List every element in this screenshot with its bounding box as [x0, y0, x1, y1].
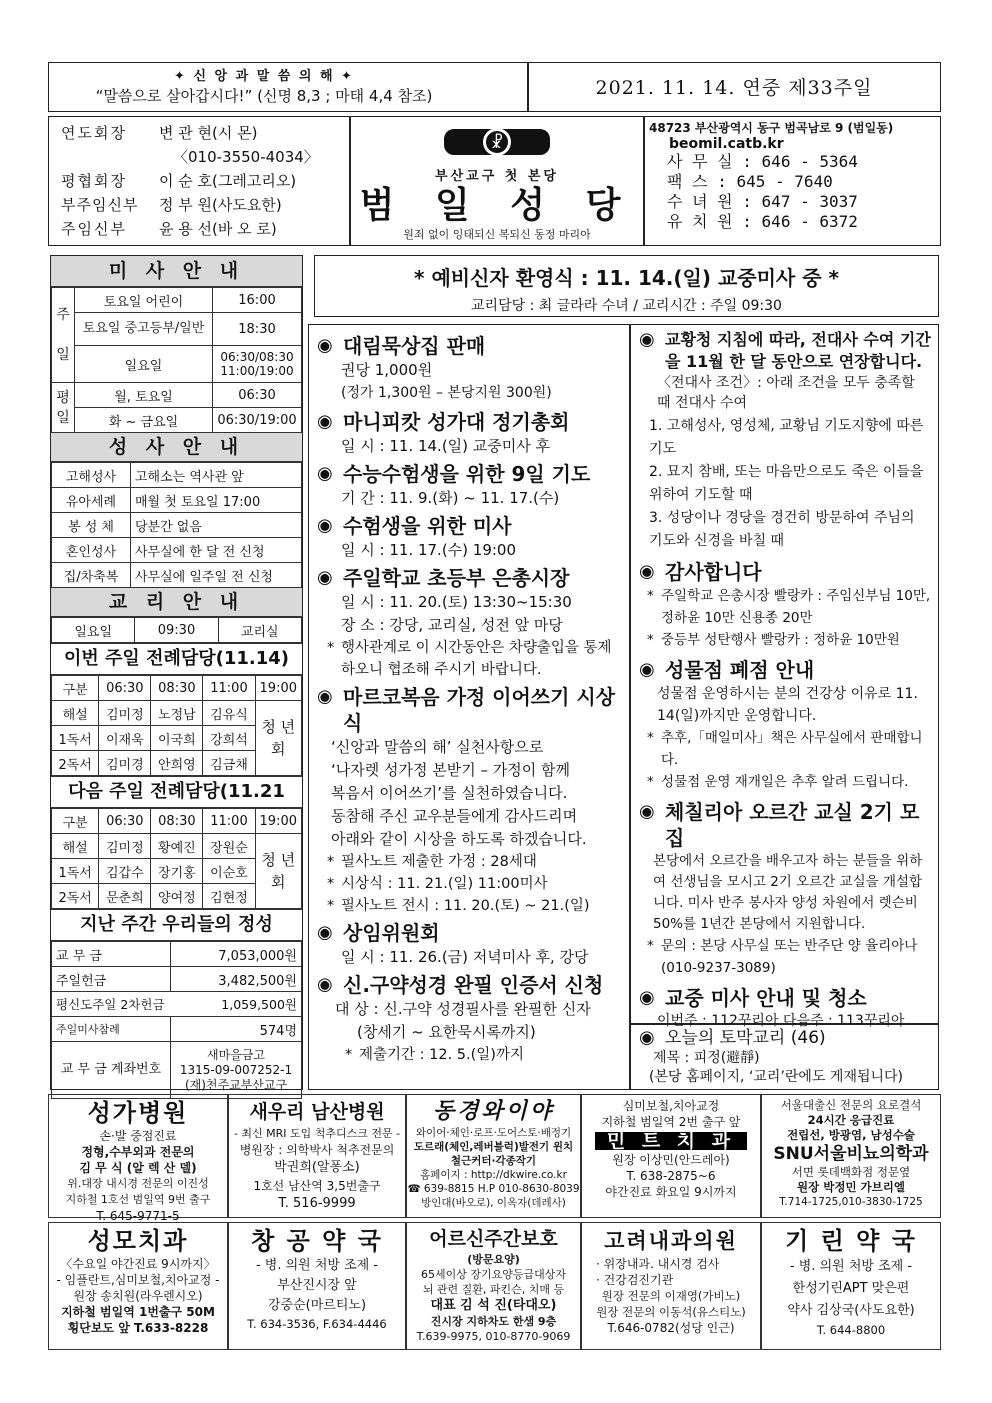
notice-item: ◉ 상임위원회 일 시 : 11. 26.(금) 저녁미사 후, 강당: [313, 920, 625, 969]
ad-seongga-hospital: 성가병원 손·발 중점진료 정형,수부외과 전문의 김 무 식 (알 렉 산 델) 위.대장 내시경 전문의 이진성 지하철 1호선 범일역 9번 출구 T. 645-9771-5: [48, 1094, 228, 1218]
table-row: 해설 김미정 노정남 김유식 청 년 회: [52, 701, 302, 726]
mass-time: 18:30: [213, 313, 302, 346]
notice-item: ◉ 감사합니다 * 주일학교 은총시장 빨랑카 : 주임신부님 10만, 정하윤 10만 신용종 20만 * 중등부 성탄행사 빨랑카 : 정하윤 10만원: [635, 559, 932, 651]
motto: “말씀으로 살아갑시다!” (신명 8,3 ; 마태 4,4 참조): [95, 87, 433, 105]
notice-title: ◉ 마니피캇 성가대 정기총회: [313, 409, 625, 435]
officer-row: 연도회장 변 관 현(시 몬): [61, 124, 258, 142]
notice-item: ◉ 성물점 폐점 안내 성물점 운영하시는 분의 건강상 이유로 11. 14(일)까지만 운영합니다. * 추후,「매일미사」책은 사무실에서 판매합니다. * 성물점 운영 재개일은 추후 알려 드립니다.: [635, 657, 932, 793]
account-label: 교 무 금 계좌번호: [52, 1042, 171, 1099]
sacrament-title: 성 사 안 내: [51, 433, 302, 462]
notice-title: ◉ 성물점 폐점 안내: [635, 657, 932, 683]
catechism-title: 교 리 안 내: [51, 588, 302, 617]
notice-title: ◉ 수험생을 위한 미사: [313, 513, 625, 539]
header-box: [48, 62, 941, 112]
sacrament-key: 고해성사: [52, 463, 131, 488]
youth-group: 청 년 회: [255, 701, 301, 776]
phone-row: 유 치 원 : 646 - 6372: [667, 212, 858, 231]
ad-saewoori-hospital: 새우리 남산병원 - 최신 MRI 도입 척추디스크 전문 - 병원장 : 의학박사 척추전문의 박권희(알퐁소) 1호선 남산역 3,5번출구 T. 516-9999: [228, 1094, 406, 1218]
weekend-label: 주 일: [52, 288, 75, 383]
table-row: 해설 김미정 황예진 장원순 청 년 회: [52, 834, 302, 859]
notice-title: ◉ 오늘의 토막교리 (46): [635, 1027, 934, 1049]
notice-item: ◉ 교중 미사 안내 및 청소 이번주 : 112꾸리아 다음주 : 113꾸리아: [635, 985, 932, 1031]
table-row: 1독서 김갑수 장기홍 이순호: [52, 859, 302, 884]
phone-row: 팩 스 : 645 - 7640: [667, 172, 833, 191]
notice-item: ◉ 수험생을 위한 미사 일 시 : 11. 17.(수) 19:00: [313, 513, 625, 562]
table-row: 2독서 문춘희 양여정 김현정: [52, 884, 302, 909]
ad-mint-dental: 심미보철,치아교정 지하철 범일역 2번 출구 앞 민 트 치 과 원장 이상민(안드레아) T. 638-2875~6 야간진료 화요일 9시까지: [581, 1094, 761, 1218]
ad-changgong-pharmacy: 창 공 약 국 - 병. 의원 처방 조제 - 부산진시장 앞 강중순(마르티노) T. 634-3536, F.634-4446: [228, 1222, 406, 1350]
website[interactable]: beomil.catb.kr: [669, 136, 784, 152]
svg-text:☧: ☧: [490, 133, 504, 152]
notice-item: ◉ 수능수험생을 위한 9일 기도 기 간 : 11. 9.(화) ~ 11. 17.(수): [313, 461, 625, 510]
notice-item: ◉ 대림묵상집 판매 권당 1,000원 (정가 1,300원 – 본당지원 300원): [313, 333, 625, 405]
sacrament-value: 사무실에 일주일 전 신청: [131, 563, 302, 588]
sacrament-value: 매월 첫 토요일 17:00: [131, 488, 302, 513]
duty-this-title: 이번 주일 전례담당(11.14): [51, 643, 302, 675]
ads-row-1: [48, 1094, 941, 1223]
parish-name: 범 일 성 당: [359, 184, 635, 226]
youth-group: 청 년 회: [255, 834, 301, 909]
mass-name: 일요일: [75, 346, 213, 383]
offering-table: 교 무 금 7,053,000원 주일헌금 3,482,500원 평신도주일 2차헌금 1,059,500원 주일미사참례 574명 교 무 금 계좌번호 새마을금고 1315-09-007252-1 (재)천주교부산교구: [51, 941, 302, 1099]
chi-rho-emblem-icon: [442, 123, 552, 161]
masthead: [48, 116, 941, 246]
mass-name: 월, 토요일: [75, 383, 213, 408]
sacrament-key: 봉 성 체: [52, 513, 131, 538]
ad-goryeo-clinic: 고려내과의원 · 위장내과. 내시경 검사 · 건강검진기관 원장 전문의 이재영(가비노) 원장 전문의 이동석(유스티노) T.646-0782(성당 인근): [581, 1222, 761, 1350]
parish-patron: 원죄 없이 잉태되신 복되신 동정 마리아: [403, 228, 591, 241]
mass-time: 06:30: [213, 383, 302, 408]
mass-table: [51, 287, 302, 433]
sacrament-value: 사무실에 한 달 전 신청: [131, 538, 302, 563]
notice-item: ◉ 체칠리아 오르간 교실 2기 모집 본당에서 오르간을 배우고자 하는 분들을 위하여 선생님을 모시고 2기 오르간 교실을 개설합니다. 미사 반주 봉사자 양성 차원에서 렛슨비 50%를 1년간 본당에서 지원합니다. * 문의 : 본당 사무실 또는 반주단 양 율리아나(010-9237-3089): [635, 799, 932, 979]
ad-seongmo-dental: 성모치과 〈수요일 야간진료 9시까지〉 - 임플란트,심미보철,치아교정 - 원장 송치원(라우렌시오) 지하철 범일역 1번출구 50M 횡단보도 앞 T.633-8228: [48, 1222, 228, 1350]
banner-title: * 예비신자 환영식 : 11. 14.(일) 교중미사 중 *: [414, 266, 839, 290]
notice-title: ◉ 수능수험생을 위한 9일 기도: [313, 461, 625, 487]
ad-dongkyung-wire: 동경와이야 와이어·체인·로프·도어스토·배정기 도르래(체인,레버블럭)발전기 윈치 철근커터·각종작기 홈페이지 : http://dkwire.co.kr ☎ 639-8815 H.P 010-8630-8039 방인대(바오로), 이옥자(데레사): [406, 1094, 581, 1218]
officer-row: 주임신부 윤 용 선(바 오 로): [61, 220, 277, 238]
contact-block: [649, 119, 939, 232]
phone-row: 수 녀 원 : 647 - 3037: [667, 192, 858, 211]
mass-title: 미 사 안 내: [51, 256, 302, 287]
table-row: 1독서 이재욱 이국희 강희석: [52, 726, 302, 751]
ad-snu-urology: 서울대출신 전문의 요로결석 24시간 응급진료 전립선, 방광염, 남성수술 SNU서울비뇨의학과 서면 롯데백화점 정문옆 원장 박정민 가브리엘 T.714-1725,010-3830-1725: [761, 1094, 941, 1218]
mass-time: 06:30/08:30 11:00/19:00: [213, 346, 302, 383]
mass-name: 화 ~ 금요일: [75, 408, 213, 433]
notice-title: ◉ 상임위원회: [313, 920, 625, 946]
duty-next-table: 구분 06:30 08:30 11:00 19:00 해설 김미정 황예진 장원순 청 년 회 1독서 김갑수 장기홍 이순호 2독서 문춘희 양여정 김현정: [51, 808, 302, 909]
catechumen-banner: [314, 255, 939, 317]
parish-logo-block: [351, 117, 643, 245]
notice-title: ◉ 마르코복음 가정 이어쓰기 시상식: [313, 684, 625, 736]
offering-title: 지난 주간 우리들의 정성: [51, 909, 302, 941]
right-column: [630, 324, 939, 1029]
officer-list: [61, 121, 351, 241]
notice-title: ◉ 교중 미사 안내 및 청소: [635, 985, 932, 1011]
catechism-time: 09:30: [135, 618, 218, 643]
notice-item: ◉ 신.구약성경 완필 인증서 신청 대 상 : 신.구약 성경필사를 완필한 신자 (창세기 ~ 요한묵시록까지) * 제출기간 : 12. 5.(일)까지: [313, 972, 625, 1066]
left-column: [50, 255, 303, 1090]
table-row: 2독서 김미경 안희영 김금채: [52, 751, 302, 776]
doctrine-box: ◉ 오늘의 토막교리 (46) 제목 : 피정(避靜) (본당 홈페이지, ‘교리’란에도 게재됩니다): [630, 1024, 939, 1090]
notice-item: ◉ 마르코복음 가정 이어쓰기 시상식 ‘신앙과 말씀의 해’ 실천사항으로 ‘나자렛 성가정 본받기 – 가정이 함께 복음서 이어쓰기’를 실천하였습니다. 동참해 주신 교우분들에게 감사드리며 아래와 같이 시상을 하도록 하겠습니다. * 필사노트 제출한 가정 : 28세대 * 시상식 : 11. 21.(일) 11:00미사 * 필사노트 전시 : 11. 20.(토) ~ 21.(일): [313, 684, 625, 917]
sacrament-table: [51, 462, 302, 588]
phone-row: 사 무 실 : 646 - 5364: [667, 152, 858, 171]
parish-subtitle: 부산교구 첫 본당: [435, 169, 559, 184]
ad-girin-pharmacy: 기 린 약 국 - 병. 의원 처방 조제 - 한성기린APT 맞은편 약사 김상국(사도요한) T. 644-8800: [761, 1222, 941, 1350]
catechism-day: 일요일: [52, 618, 135, 643]
banner-subtitle: 교리담당 : 최 글라라 수녀 / 교리시간 : 주일 09:30: [471, 298, 782, 314]
theme-line: ✦ 신 앙 과 말 씀 의 해 ✦: [174, 69, 354, 84]
weekday-label: 평 일: [52, 383, 75, 433]
account-info: 새마을금고 1315-09-007252-1 (재)천주교부산교구: [171, 1042, 302, 1099]
notice-item: ◉ 마니피캇 성가대 정기총회 일 시 : 11. 14.(일) 교중미사 후: [313, 409, 625, 458]
catechism-place: 교리실: [218, 618, 301, 643]
duty-this-table: 구분 06:30 08:30 11:00 19:00 해설 김미정 노정남 김유식 청 년 회 1독서 이재욱 이국희 강희석 2독서 김미경 안희영 김금채: [51, 675, 302, 776]
mass-name: 토요일 어린이: [75, 288, 213, 313]
duty-next-title: 다음 주일 전례담당(11.21: [51, 776, 302, 808]
bulletin-date: 2021. 11. 14. 연중 제33주일: [595, 77, 873, 99]
officer-row: 〈010-3550-4034〉: [173, 148, 319, 166]
catechism-table: [51, 617, 302, 643]
ad-senior-daycare: 어르신주간보호 (방문요양) 65세이상 장기요양등급대상자 뇌 관련 질환, 파킨슨, 치매 등 대표 김 석 진(타대오) 진시장 지하차도 한샘 9층 T.639-9975, 010-8770-9069: [406, 1222, 581, 1350]
middle-column: [308, 324, 630, 1090]
notice-title: ◉ 주일학교 초등부 은총시장: [313, 565, 625, 591]
notice-title: ◉ 교황청 지침에 따라, 전대사 수여 기간을 11월 한 달 동안으로 연장합니다.: [635, 329, 932, 373]
ads-row-2: [48, 1222, 941, 1350]
notice-title: ◉ 감사합니다: [635, 559, 932, 585]
notice-title: ◉ 신.구약성경 완필 인증서 신청: [313, 972, 625, 998]
mass-time: 16:00: [213, 288, 302, 313]
officer-row: 부주임신부 정 부 원(사도요한): [61, 196, 282, 214]
notice-title: ◉ 대림묵상집 판매: [313, 333, 625, 359]
sacrament-key: 혼인성사: [52, 538, 131, 563]
sacrament-key: 집/차축복: [52, 563, 131, 588]
sacrament-value: 당분간 없음: [131, 513, 302, 538]
sacrament-value: 고해소는 역사관 앞: [131, 463, 302, 488]
notice-item: ◉ 주일학교 초등부 은총시장 일 시 : 11. 20.(토) 13:30~15:30 장 소 : 강당, 교리실, 성전 앞 마당 * 행사관계로 이 시간동안은 차량출입을 통제하오니 협조해 주시기 바랍니다.: [313, 565, 625, 681]
notice-title: ◉ 체칠리아 오르간 교실 2기 모집: [635, 799, 932, 851]
address: 48723 부산광역시 동구 범곡남로 9 (범일동): [649, 121, 894, 135]
officer-row: 평협회장 이 순 호(그레고리오): [61, 172, 297, 190]
mass-time: 06:30/19:00: [213, 408, 302, 433]
sacrament-key: 유아세례: [52, 488, 131, 513]
mass-name: 토요일 중고등부/일반: [75, 313, 213, 346]
notice-item: ◉ 교황청 지침에 따라, 전대사 수여 기간을 11월 한 달 동안으로 연장합니다. 〈전대사 조건〉: 아래 조건을 모두 충족할 때 전대사 수여 1. 고해성사, 영성체, 교황님 기도지향에 따른 기도 2. 묘지 참배, 또는 마음만으로도 죽은 이들을 위하여 기도할 때 3. 성당이나 경당을 경건히 방문하여 주님의 기도와 신경을 바칠 때: [635, 329, 932, 553]
